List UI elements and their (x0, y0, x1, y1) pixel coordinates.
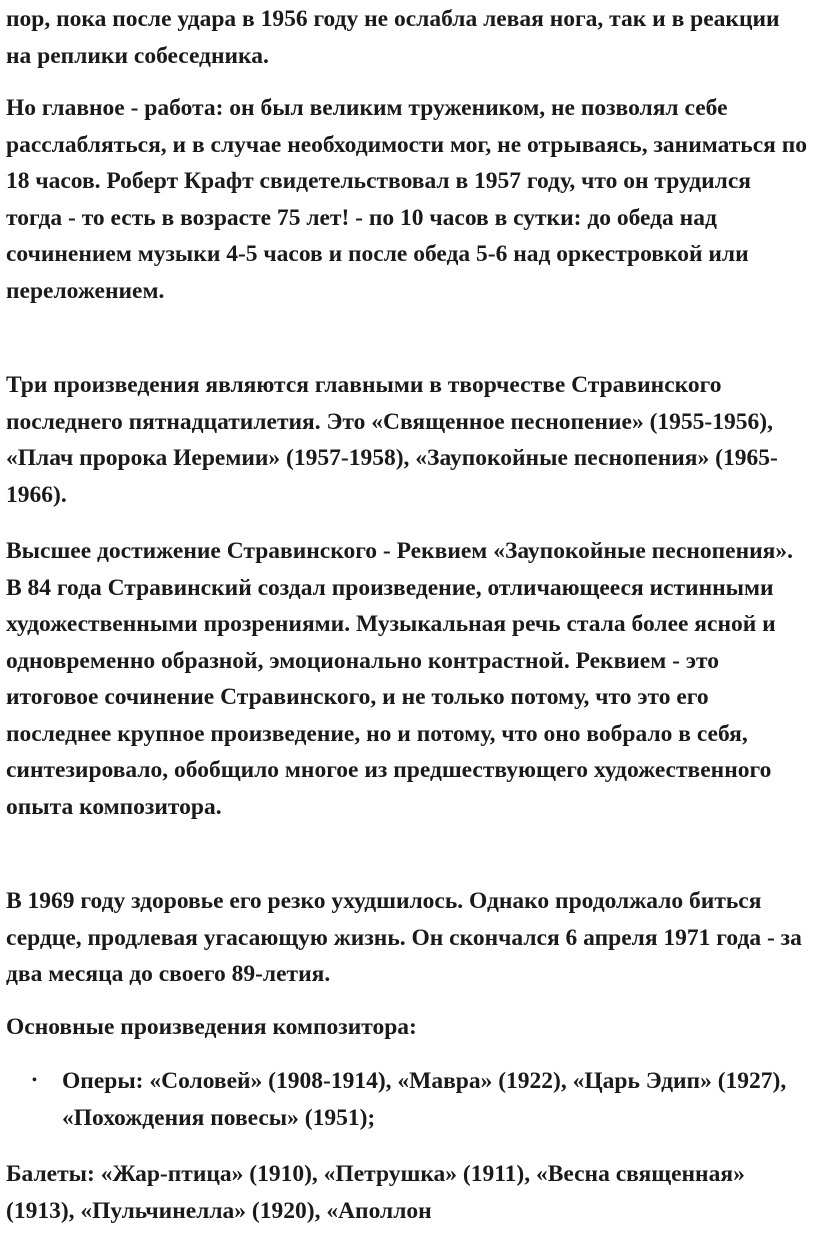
bullet-icon: • (32, 1073, 37, 1088)
list-item (6, 1063, 810, 1136)
paragraph-5: В 1969 году здоровье его резко ухудшилось. Однако продолжало биться сердце, продлевая угасающую жизнь. Он скончался 6 апреля 1971 года - за два месяца до своего 89-летия. (6, 888, 802, 987)
paragraph-1: пор, пока после удара в 1956 году не ослабла левая нога, так и в реакции на реплики собеседника. (6, 6, 780, 69)
list-item-text: Оперы: «Соловей» (1908-1914), «Мавра» (1922), «Царь Эдип» (1927), «Похождения повесы» (1951); (62, 1068, 787, 1131)
paragraph-4: Высшее достижение Стравинского - Реквием «Заупокойные песнопения». В 84 года Стравинский создал произведение, отличающееся истинными художественными прозрениями. Музыкальная речь стала более ясной и одновременно образной, эмоционально контрастной. Реквием - это итоговое сочинение Стравинского, и не только потому, что это его последнее крупное произведение, но и потому, что оно вобрало в себя, синтезировало, обобщило многое из предшествующего художественного опыта композитора. (6, 538, 794, 820)
paragraph-2: Но главное - работа: он был великим тружеником, не позволял себе расслабляться, и в случае необходимости мог, не отрываясь, заниматься по 18 часов. Роберт Крафт свидетельствовал в 1957 году, что он трудился тогда - то есть в возрасте 75 лет! - по 10 часов в сутки: до обеда над сочинением музыки 4-5 часов и после обеда 5-6 над оркестровкой или переложением. (6, 95, 808, 304)
works-list (6, 1063, 810, 1136)
paragraph-3: Три произведения являются главными в творчестве Стравинского последнего пятнадцатилетия. Это «Священное песнопение» (1955-1956), «Плач пророка Иеремии» (1957-1958), «Заупокойные песнопения» (1965-1966). (6, 372, 778, 508)
ballets-paragraph: Балеты: «Жар-птица» (1910), «Петрушка» (1911), «Весна священная» (1913), «Пульчинелла» (1920), «Аполлон (6, 1161, 745, 1224)
works-heading: Основные произведения композитора: (6, 1014, 417, 1040)
